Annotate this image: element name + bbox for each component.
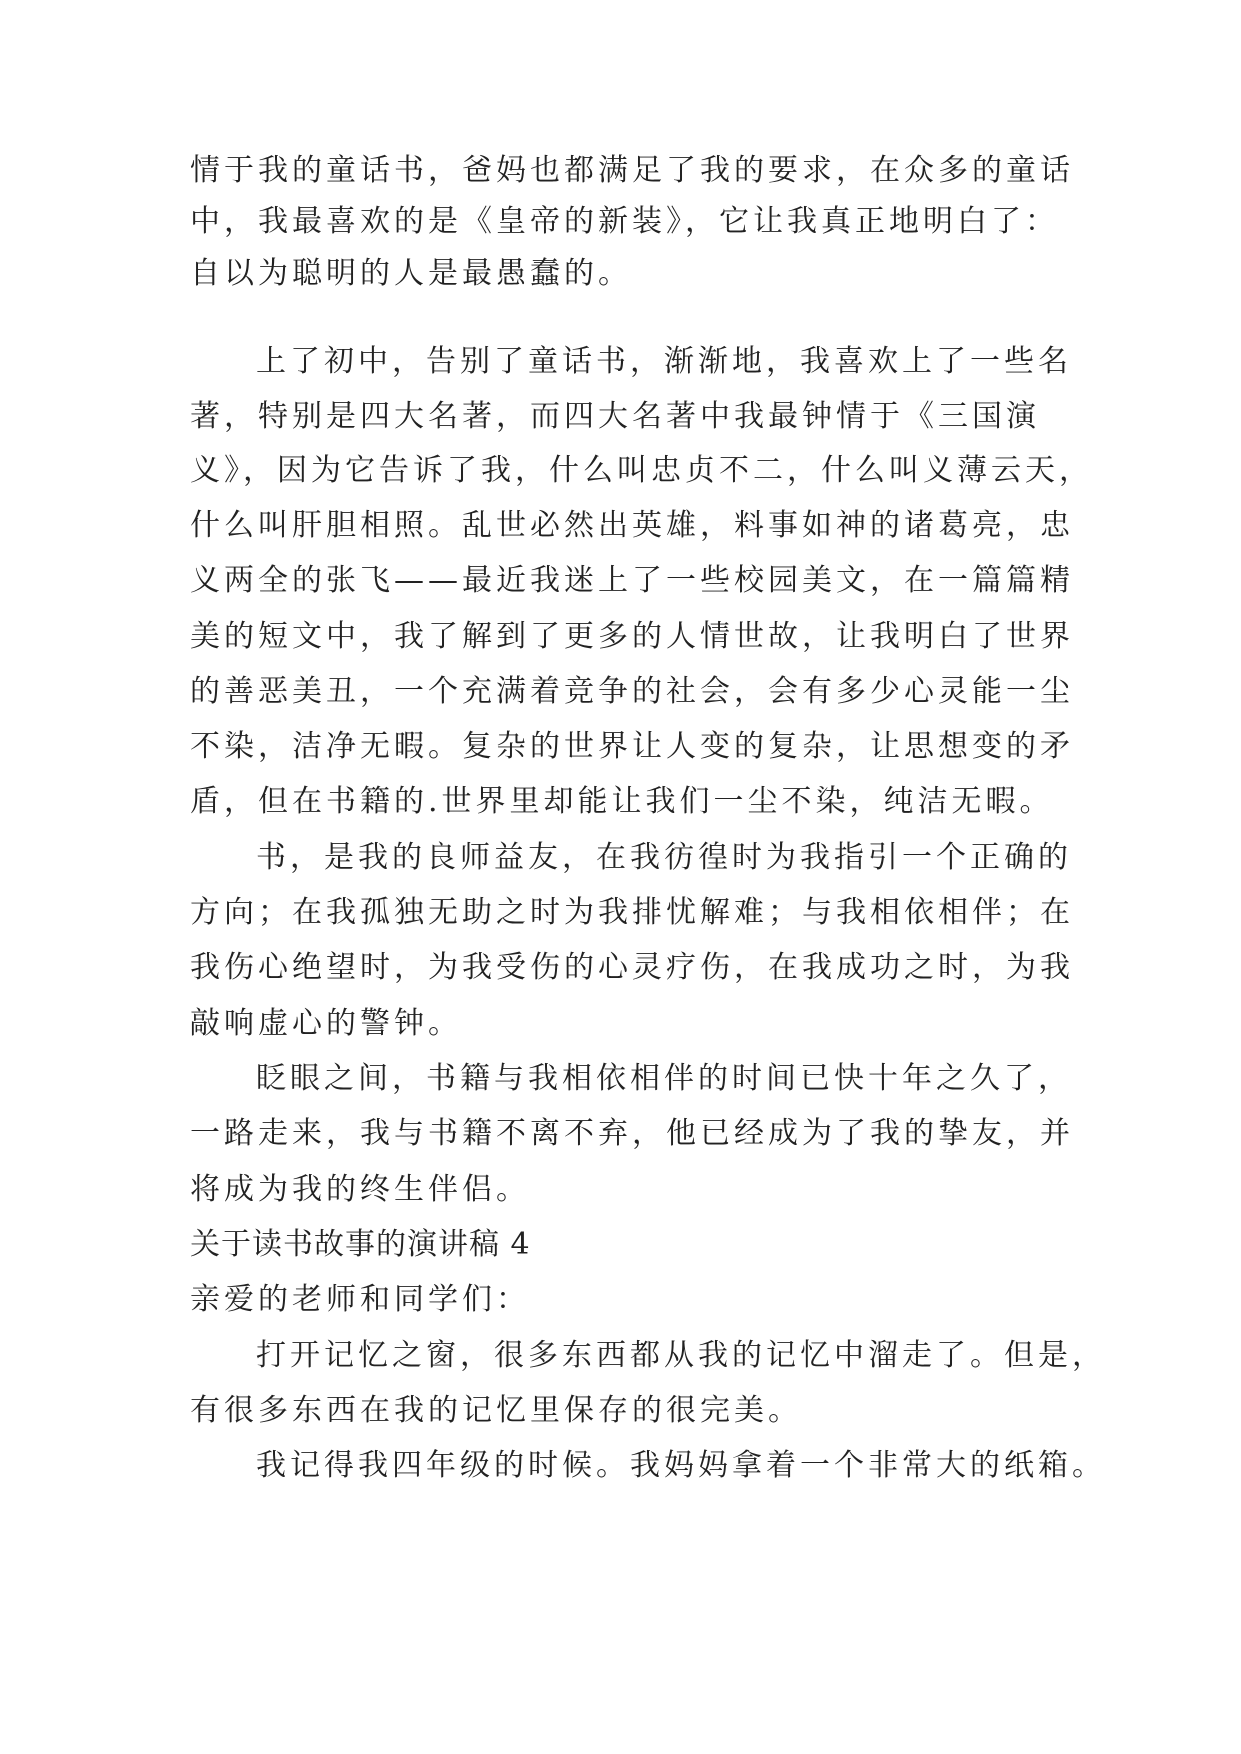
paragraph-line: 打开记忆之窗，很多东西都从我的记忆中溜走了。但是， <box>256 1338 1106 1373</box>
paragraph-line: 什么叫肝胆相照。乱世必然出英雄，料事如神的诸葛亮，忠 <box>190 508 1074 543</box>
section-heading: 关于读书故事的演讲稿 4 <box>190 1227 531 1262</box>
paragraph-line: 情于我的童话书，爸妈也都满足了我的要求，在众多的童话 <box>190 153 1074 188</box>
paragraph-line: 我记得我四年级的时候。我妈妈拿着一个非常大的纸箱。 <box>256 1448 1106 1483</box>
paragraph-line: 的善恶美丑，一个充满着竞争的社会，会有多少心灵能一尘 <box>190 674 1074 709</box>
paragraph-line: 美的短文中，我了解到了更多的人情世故，让我明白了世界 <box>190 619 1074 654</box>
paragraph-line: 方向；在我孤独无助之时为我排忧解难；与我相依相伴；在 <box>190 895 1074 930</box>
paragraph-line: 书，是我的良师益友，在我彷徨时为我指引一个正确的 <box>256 840 1072 875</box>
paragraph-line: 眨眼之间，书籍与我相依相伴的时间已快十年之久了， <box>256 1061 1072 1096</box>
paragraph-line: 著，特别是四大名著，而四大名著中我最钟情于《三国演 <box>190 399 1040 434</box>
salutation: 亲爱的老师和同学们： <box>190 1282 530 1317</box>
paragraph-line: 义》，因为它告诉了我，什么叫忠贞不二，什么叫义薄云天， <box>190 453 1093 488</box>
paragraph-line: 有很多东西在我的记忆里保存的很完美。 <box>190 1393 802 1428</box>
paragraph-line: 敲响虚心的警钟。 <box>190 1006 462 1041</box>
paragraph-line: 盾，但在书籍的.世界里却能让我们一尘不染，纯洁无暇。 <box>190 784 1054 819</box>
paragraph-line: 中，我最喜欢的是《皇帝的新装》，它让我真正地明白了： <box>190 204 1059 239</box>
paragraph-line: 义两全的张飞——最近我迷上了一些校园美文，在一篇篇精 <box>190 563 1074 598</box>
paragraph-line: 一路走来，我与书籍不离不弃，他已经成为了我的挚友，并 <box>190 1116 1074 1151</box>
paragraph-line: 自以为聪明的人是最愚蠢的。 <box>190 256 632 291</box>
paragraph-line: 上了初中，告别了童话书，渐渐地，我喜欢上了一些名 <box>256 344 1072 379</box>
paragraph-line: 我伤心绝望时，为我受伤的心灵疗伤，在我成功之时，为我 <box>190 950 1074 985</box>
paragraph-line: 将成为我的终生伴侣。 <box>190 1172 530 1207</box>
paragraph-line: 不染，洁净无暇。复杂的世界让人变的复杂，让思想变的矛 <box>190 729 1074 764</box>
